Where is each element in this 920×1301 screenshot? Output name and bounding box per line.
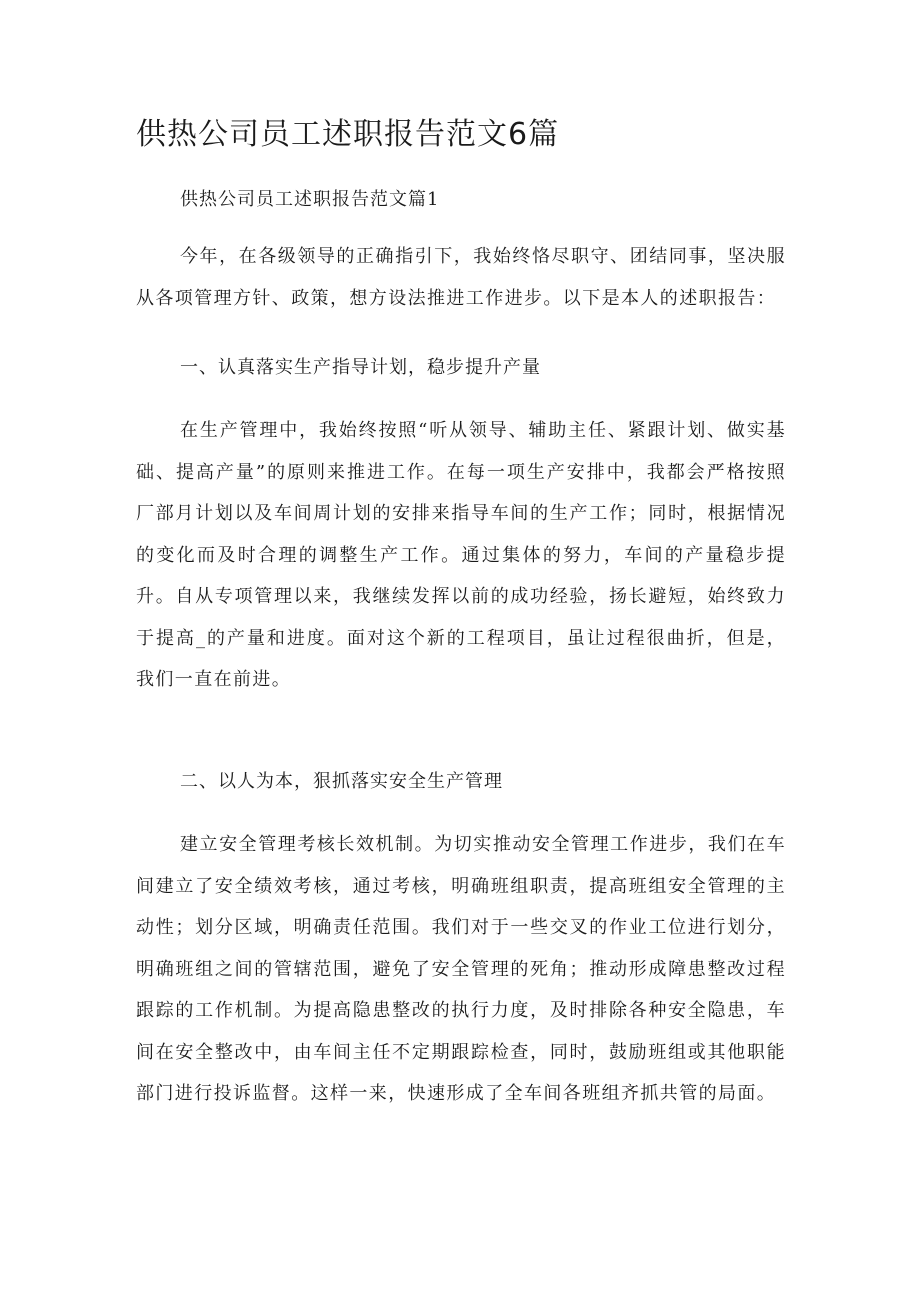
section-1-heading: 一、认真落实生产指导计划，稳步提升产量 xyxy=(180,357,541,378)
document-subtitle: 供热公司员工述职报告范文篇1 xyxy=(180,189,440,210)
section-1-paragraph: 在生产管理中，我始终按照“听从领导、辅助主任、紧跟计划、做实基础、提高产量”的原则来推进工作。在每一项生产安排中，我都会严格按照厂部月计划以及车间周计划的安排来指导车间的生产工作；同时，根据情况的变化而及时合理的调整生产工作。通过集体的努力，车间的产量稳步提升。自从专项管理以来，我继续发挥以前的成功经验，扬长避短，始终致力于提高_的产量和进度。面对这个新的工程项目，虽让过程很曲折，但是，我们一直在前进。 xyxy=(136,420,786,690)
intro-paragraph: 今年，在各级领导的正确指引下，我始终恪尽职守、团结同事，坚决服从各项管理方针、政策，想方设法推进工作进步。以下是本人的述职报告： xyxy=(136,246,786,309)
section-2-heading: 二、以人为本，狠抓落实安全生产管理 xyxy=(180,771,503,792)
section-2-paragraph: 建立安全管理考核长效机制。为切实推动安全管理工作进步，我们在车间建立了安全绩效考核，通过考核，明确班组职责，提高班组安全管理的主动性；划分区域，明确责任范围。我们对于一些交叉的作业工位进行划分，明确班组之间的管辖范围，避免了安全管理的死角；推动形成障患整改过程跟踪的工作机制。为提高隐患整改的执行力度，及时排除各种安全隐患，车间在安全整改中，由车间主任不定期跟踪检查，同时，鼓励班组或其他职能部门进行投诉监督。这样一来，快速形成了全车间各班组齐抓共管的局面。 xyxy=(136,834,786,1104)
document-title: 供热公司员工述职报告范文6篇 xyxy=(136,117,560,152)
